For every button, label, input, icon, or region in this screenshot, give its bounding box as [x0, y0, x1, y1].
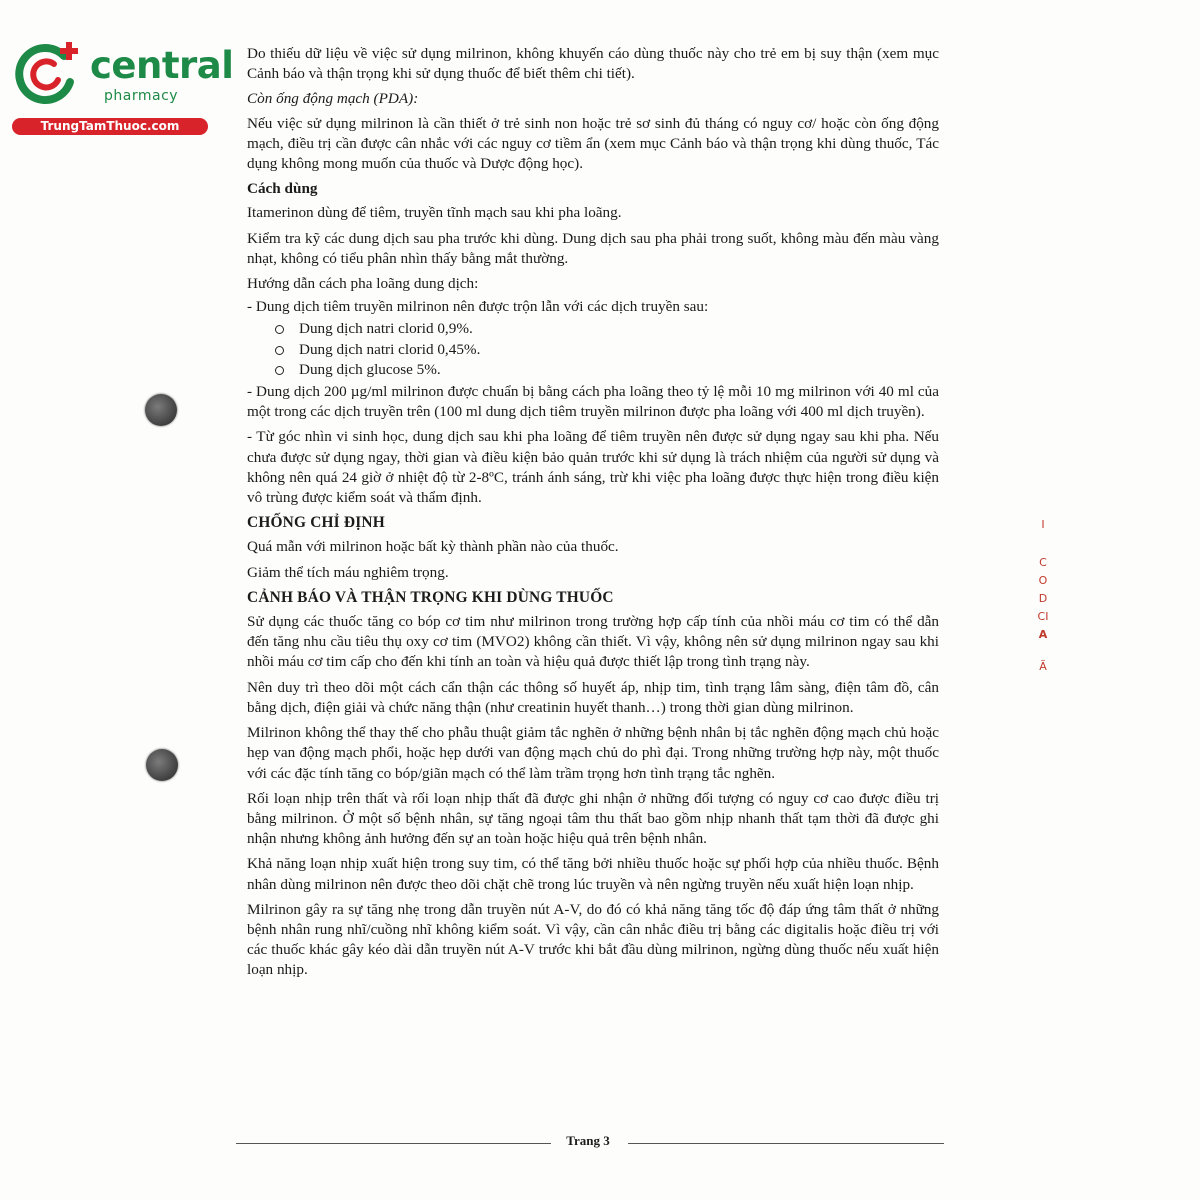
section-heading: CHỐNG CHỈ ĐỊNH	[247, 514, 385, 532]
paragraph: Quá mẫn với milrinon hoặc bất kỳ thành phần nào của thuốc.	[247, 538, 619, 556]
subsection-heading: Còn ống động mạch (PDA):	[247, 90, 419, 108]
paragraph: Kiểm tra kỹ các dung dịch sau pha trước khi dùng. Dung dịch sau pha phải trong suốt, không màu đến màu vàng nhạt, không có tiểu phân nhìn thấy bằng mắt thường.	[247, 229, 939, 267]
footer-rule-left	[236, 1143, 551, 1144]
page-number: Trang 3	[566, 1133, 610, 1148]
pharmacy-logo-icon	[12, 38, 82, 108]
margin-mark: D	[1038, 592, 1048, 605]
paragraph: Itamerinon dùng để tiêm, truyền tĩnh mạch sau khi pha loãng.	[247, 204, 622, 222]
paragraph: Hướng dẫn cách pha loãng dung dịch:	[247, 275, 479, 293]
margin-mark: I	[1041, 518, 1045, 531]
paragraph: Milrinon không thể thay thế cho phẫu thuật giảm tắc nghẽn ở những bệnh nhân bị tắc nghẽn động mạch chủ hoặc hẹp van động mạch phổi, hoặc hẹp dưới van động mạch chủ do phì đại. Trong những trường hợp này, một thuốc với các đặc tính tăng co bóp/giãn mạch có thể làm trầm trọng hơn tình trạng tắc nghẽn.	[247, 724, 939, 782]
section-heading: CẢNH BÁO VÀ THẬN TRỌNG KHI DÙNG THUỐC	[247, 588, 614, 606]
subsection-heading: Cách dùng	[247, 180, 318, 198]
page-footer	[236, 1133, 944, 1153]
paragraph: Milrinon gây ra sự tăng nhẹ trong dẫn truyền nút A-V, do đó có khả năng tăng tốc độ đáp ứng tâm thất ở những bệnh nhân rung nhĩ/cuồng nhĩ không kiểm soát. Vì vậy, cần cân nhắc điều trị bằng các digitalis hoặc điều trị với các thuốc khác gây kéo dài dẫn truyền nút A-V trước khi bắt đầu dùng milrinon, ngừng dùng thuốc nếu xuất hiện loạn nhịp.	[247, 900, 939, 979]
margin-mark: Ã	[1039, 660, 1047, 673]
solution-list	[247, 319, 939, 380]
paragraph: - Dung dịch tiêm truyền milrinon nên được trộn lẫn với các dịch truyền sau:	[247, 298, 709, 316]
paragraph: Sử dụng các thuốc tăng co bóp cơ tim như milrinon trong trường hợp cấp tính của nhồi máu cơ tim có thể dẫn đến tăng nhu cầu tiêu thụ oxy cơ tim (MVO2) không cần thiết. Vì vậy, không nên sử dụng milrinon ngay sau khi nhồi máu cơ tim cấp cho đến khi tính an toàn và hiệu quả được thiết lập trong tình trạng này.	[247, 613, 939, 671]
paragraph: Khả năng loạn nhịp xuất hiện trong suy tim, có thể tăng bởi nhiều thuốc hoặc sự phối hợp của nhiều thuốc. Bệnh nhân dùng milrinon nên được theo dõi chặt chẽ trong lúc truyền và nên ngừng truyền nếu xuất hiện loạn nhịp.	[247, 855, 939, 893]
paragraph: Nên duy trì theo dõi một cách cẩn thận các thông số huyết áp, nhịp tim, tình trạng lâm sàng, điện tâm đồ, cân bằng dịch, điện giải và chức năng thận (như creatinin huyết thanh…) trong thời gian dùng milrinon.	[247, 678, 939, 716]
document-body	[247, 44, 939, 986]
margin-mark: O	[1038, 574, 1048, 587]
paragraph: - Từ góc nhìn vi sinh học, dung dịch sau khi pha loãng để tiêm truyền nên được sử dụng ngay sau khi pha. Nếu chưa được sử dụng ngay, thời gian và điều kiện bảo quản trước khi sử dụng là trách nhiệm của người sử dụng và không nên quá 24 giờ ở nhiệt độ từ 2-8ºC, tránh ánh sáng, trừ khi việc pha loãng được thực hiện trong điều kiện vô trùng được kiểm soát và thẩm định.	[247, 428, 939, 507]
logo-brand-text: central	[90, 44, 234, 87]
logo-sub-text: pharmacy	[104, 88, 179, 104]
footer-rule-right	[628, 1143, 944, 1144]
margin-mark: A	[1038, 628, 1048, 641]
paragraph: Nếu việc sử dụng milrinon là cần thiết ở trẻ sinh non hoặc trẻ sơ sinh đủ tháng có nguy cơ/ hoặc còn ống động mạch, điều trị cần được cân nhắc với các nguy cơ tiềm ẩn (xem mục Cảnh báo và thận trọng khi dùng thuốc, Tác dụng không mong muốn của thuốc và Dược động học).	[247, 114, 939, 173]
list-item: Dung dịch glucose 5%.	[273, 360, 939, 380]
margin-mark: C	[1039, 556, 1047, 569]
margin-mark: CI	[1037, 610, 1049, 623]
paragraph: Do thiếu dữ liệu về việc sử dụng milrinon, không khuyến cáo dùng thuốc này cho trẻ em bị suy thận (xem mục Cảnh báo và thận trọng khi sử dụng thuốc để biết thêm chi tiết).	[247, 45, 939, 83]
paragraph: Giảm thể tích máu nghiêm trọng.	[247, 563, 449, 581]
central-pharmacy-logo[interactable]	[12, 38, 234, 138]
list-item: Dung dịch natri clorid 0,9%.	[273, 319, 939, 339]
list-item: Dung dịch natri clorid 0,45%.	[273, 340, 939, 360]
punch-hole-bottom	[146, 749, 178, 781]
punch-hole-top	[145, 394, 177, 426]
paragraph: Rối loạn nhịp trên thất và rối loạn nhịp thất đã được ghi nhận ở những đối tượng có nguy cơ cao được điều trị bằng milrinon. Ở một số bệnh nhân, sự tăng ngoại tâm thu thất bao gồm nhịp nhanh thất tạm thời đã được ghi nhận nhưng không ảnh hưởng đến sự an toàn hoặc hiệu quả trên bệnh nhân.	[247, 789, 939, 848]
logo-site-badge: TrungTamThuoc.com	[12, 118, 208, 135]
paragraph: - Dung dịch 200 µg/ml milrinon được chuẩn bị bằng cách pha loãng theo tỷ lệ mỗi 10 mg milrinon với 40 ml của một trong các dịch truyền trên (100 ml dung dịch tiêm truyền milrinon được pha loãng với 400 ml dịch truyền).	[247, 383, 939, 421]
